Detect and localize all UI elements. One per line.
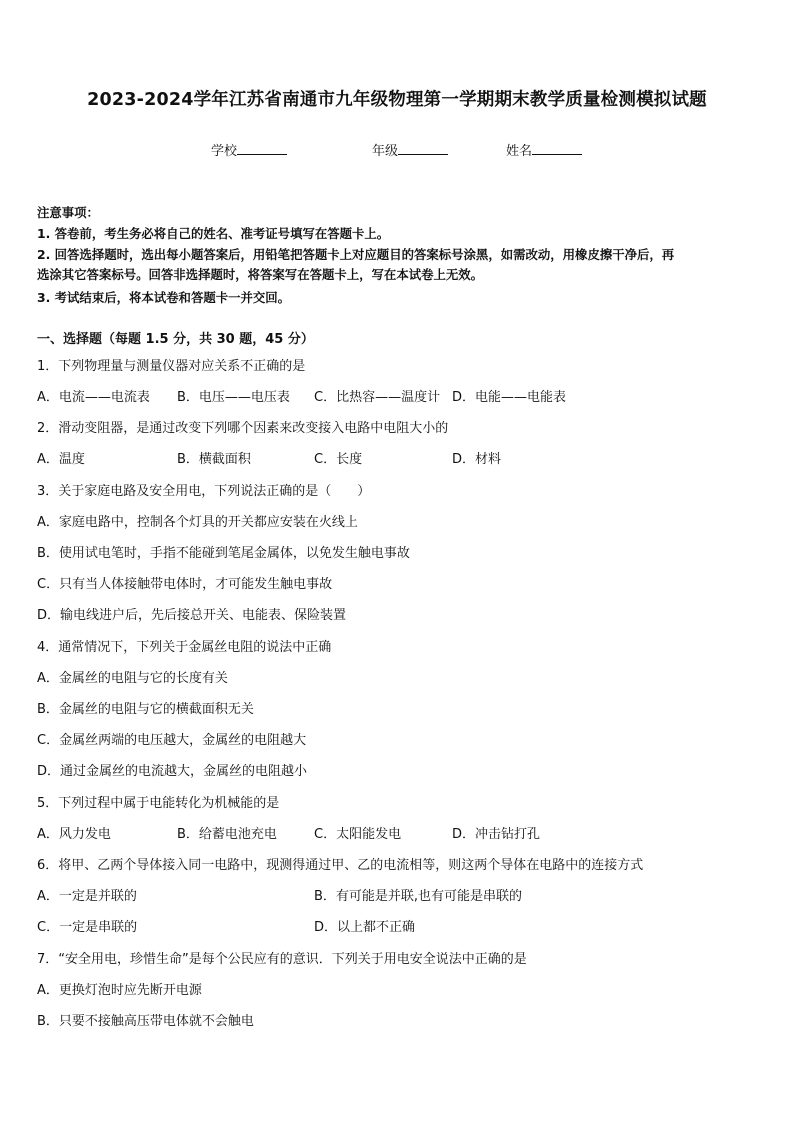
question-2-stem: 2．滑动变阻器，是通过改变下列哪个因素来改变接入电路中电阻大小的 [37,421,449,436]
school-blank[interactable] [237,142,287,155]
question-5-stem: 5．下列过程中属于电能转化为机械能的是 [37,796,280,811]
q2-option-b[interactable]: B．横截面积 [177,452,251,467]
q2-option-d[interactable]: D．材料 [452,452,502,467]
q6-option-d[interactable]: D．以上都不正确 [314,920,416,935]
name-blank[interactable] [532,142,582,155]
q6-option-c[interactable]: C．一定是串联的 [37,920,138,935]
question-7-stem: 7．“安全用电，珍惜生命”是每个公民应有的意识．下列关于用电安全说法中正确的是 [37,952,527,967]
notice-item: 3. 考试结束后，将本试卷和答题卡一并交回。 [37,290,291,305]
q2-option-c[interactable]: C．长度 [314,452,363,467]
notice-item: 选涂其它答案标号。回答非选择题时，将答案写在答题卡上，写在本试卷上无效。 [37,267,484,282]
q4-option-b[interactable]: B．金属丝的电阻与它的横截面积无关 [37,702,254,717]
school-field [211,140,287,159]
q6-option-b[interactable]: B．有可能是并联,也有可能是串联的 [314,889,523,904]
q1-option-c[interactable]: C．比热容——温度计 [314,390,441,405]
q7-option-a[interactable]: A．更换灯泡时应先断开电源 [37,983,202,998]
q5-option-a[interactable]: A．风力发电 [37,827,111,842]
q2-option-a[interactable]: A．温度 [37,452,85,467]
q1-option-d[interactable]: D．电能——电能表 [452,390,567,405]
section-heading: 一、选择题（每题 1.5 分，共 30 题，45 分） [37,332,314,347]
q3-option-b[interactable]: B．使用试电笔时，手指不能碰到笔尾金属体，以免发生触电事故 [37,546,410,561]
q4-option-d[interactable]: D．通过金属丝的电流越大，金属丝的电阻越小 [37,764,308,779]
grade-label: 年级 [372,144,399,159]
q4-option-a[interactable]: A．金属丝的电阻与它的长度有关 [37,671,228,686]
page-title: 2023-2024学年江苏省南通市九年级物理第一学期期末教学质量检测模拟试题 [87,90,707,110]
q3-option-c[interactable]: C．只有当人体接触带电体时，才可能发生触电事故 [37,577,333,592]
q1-option-a[interactable]: A．电流——电流表 [37,390,150,405]
question-4-stem: 4．通常情况下，下列关于金属丝电阻的说法中正确 [37,640,332,655]
q7-option-b[interactable]: B．只要不接触高压带电体就不会触电 [37,1014,254,1029]
notice-item: 1. 答卷前，考生务必将自己的姓名、准考证号填写在答题卡上。 [37,226,390,241]
notice-item: 2. 回答选择题时，选出每小题答案后，用铅笔把答题卡上对应题目的答案标号涂黑，如需改动，用橡皮擦干净后，再 [37,247,675,262]
question-1-stem: 1．下列物理量与测量仪器对应关系不正确的是 [37,359,306,374]
notice-heading: 注意事项： [37,205,99,220]
q3-option-a[interactable]: A．家庭电路中，控制各个灯具的开关都应安装在火线上 [37,515,358,530]
name-field [506,140,582,159]
q5-option-c[interactable]: C．太阳能发电 [314,827,402,842]
q3-option-d[interactable]: D．输电线进户后，先后接总开关、电能表、保险装置 [37,608,347,623]
q5-option-d[interactable]: D．冲击钻打孔 [452,827,541,842]
q4-option-c[interactable]: C．金属丝两端的电压越大，金属丝的电阻越大 [37,733,307,748]
name-label: 姓名 [506,144,533,159]
question-3-stem: 3．关于家庭电路及安全用电，下列说法正确的是（ ） [37,484,371,499]
grade-blank[interactable] [398,142,448,155]
question-6-stem: 6．将甲、乙两个导体接入同一电路中，现测得通过甲、乙的电流相等，则这两个导体在电路中的连接方式 [37,858,644,873]
grade-field [372,140,448,159]
q5-option-b[interactable]: B．给蓄电池充电 [177,827,277,842]
school-label: 学校 [211,144,238,159]
q1-option-b[interactable]: B．电压——电压表 [177,390,290,405]
q6-option-a[interactable]: A．一定是并联的 [37,889,137,904]
